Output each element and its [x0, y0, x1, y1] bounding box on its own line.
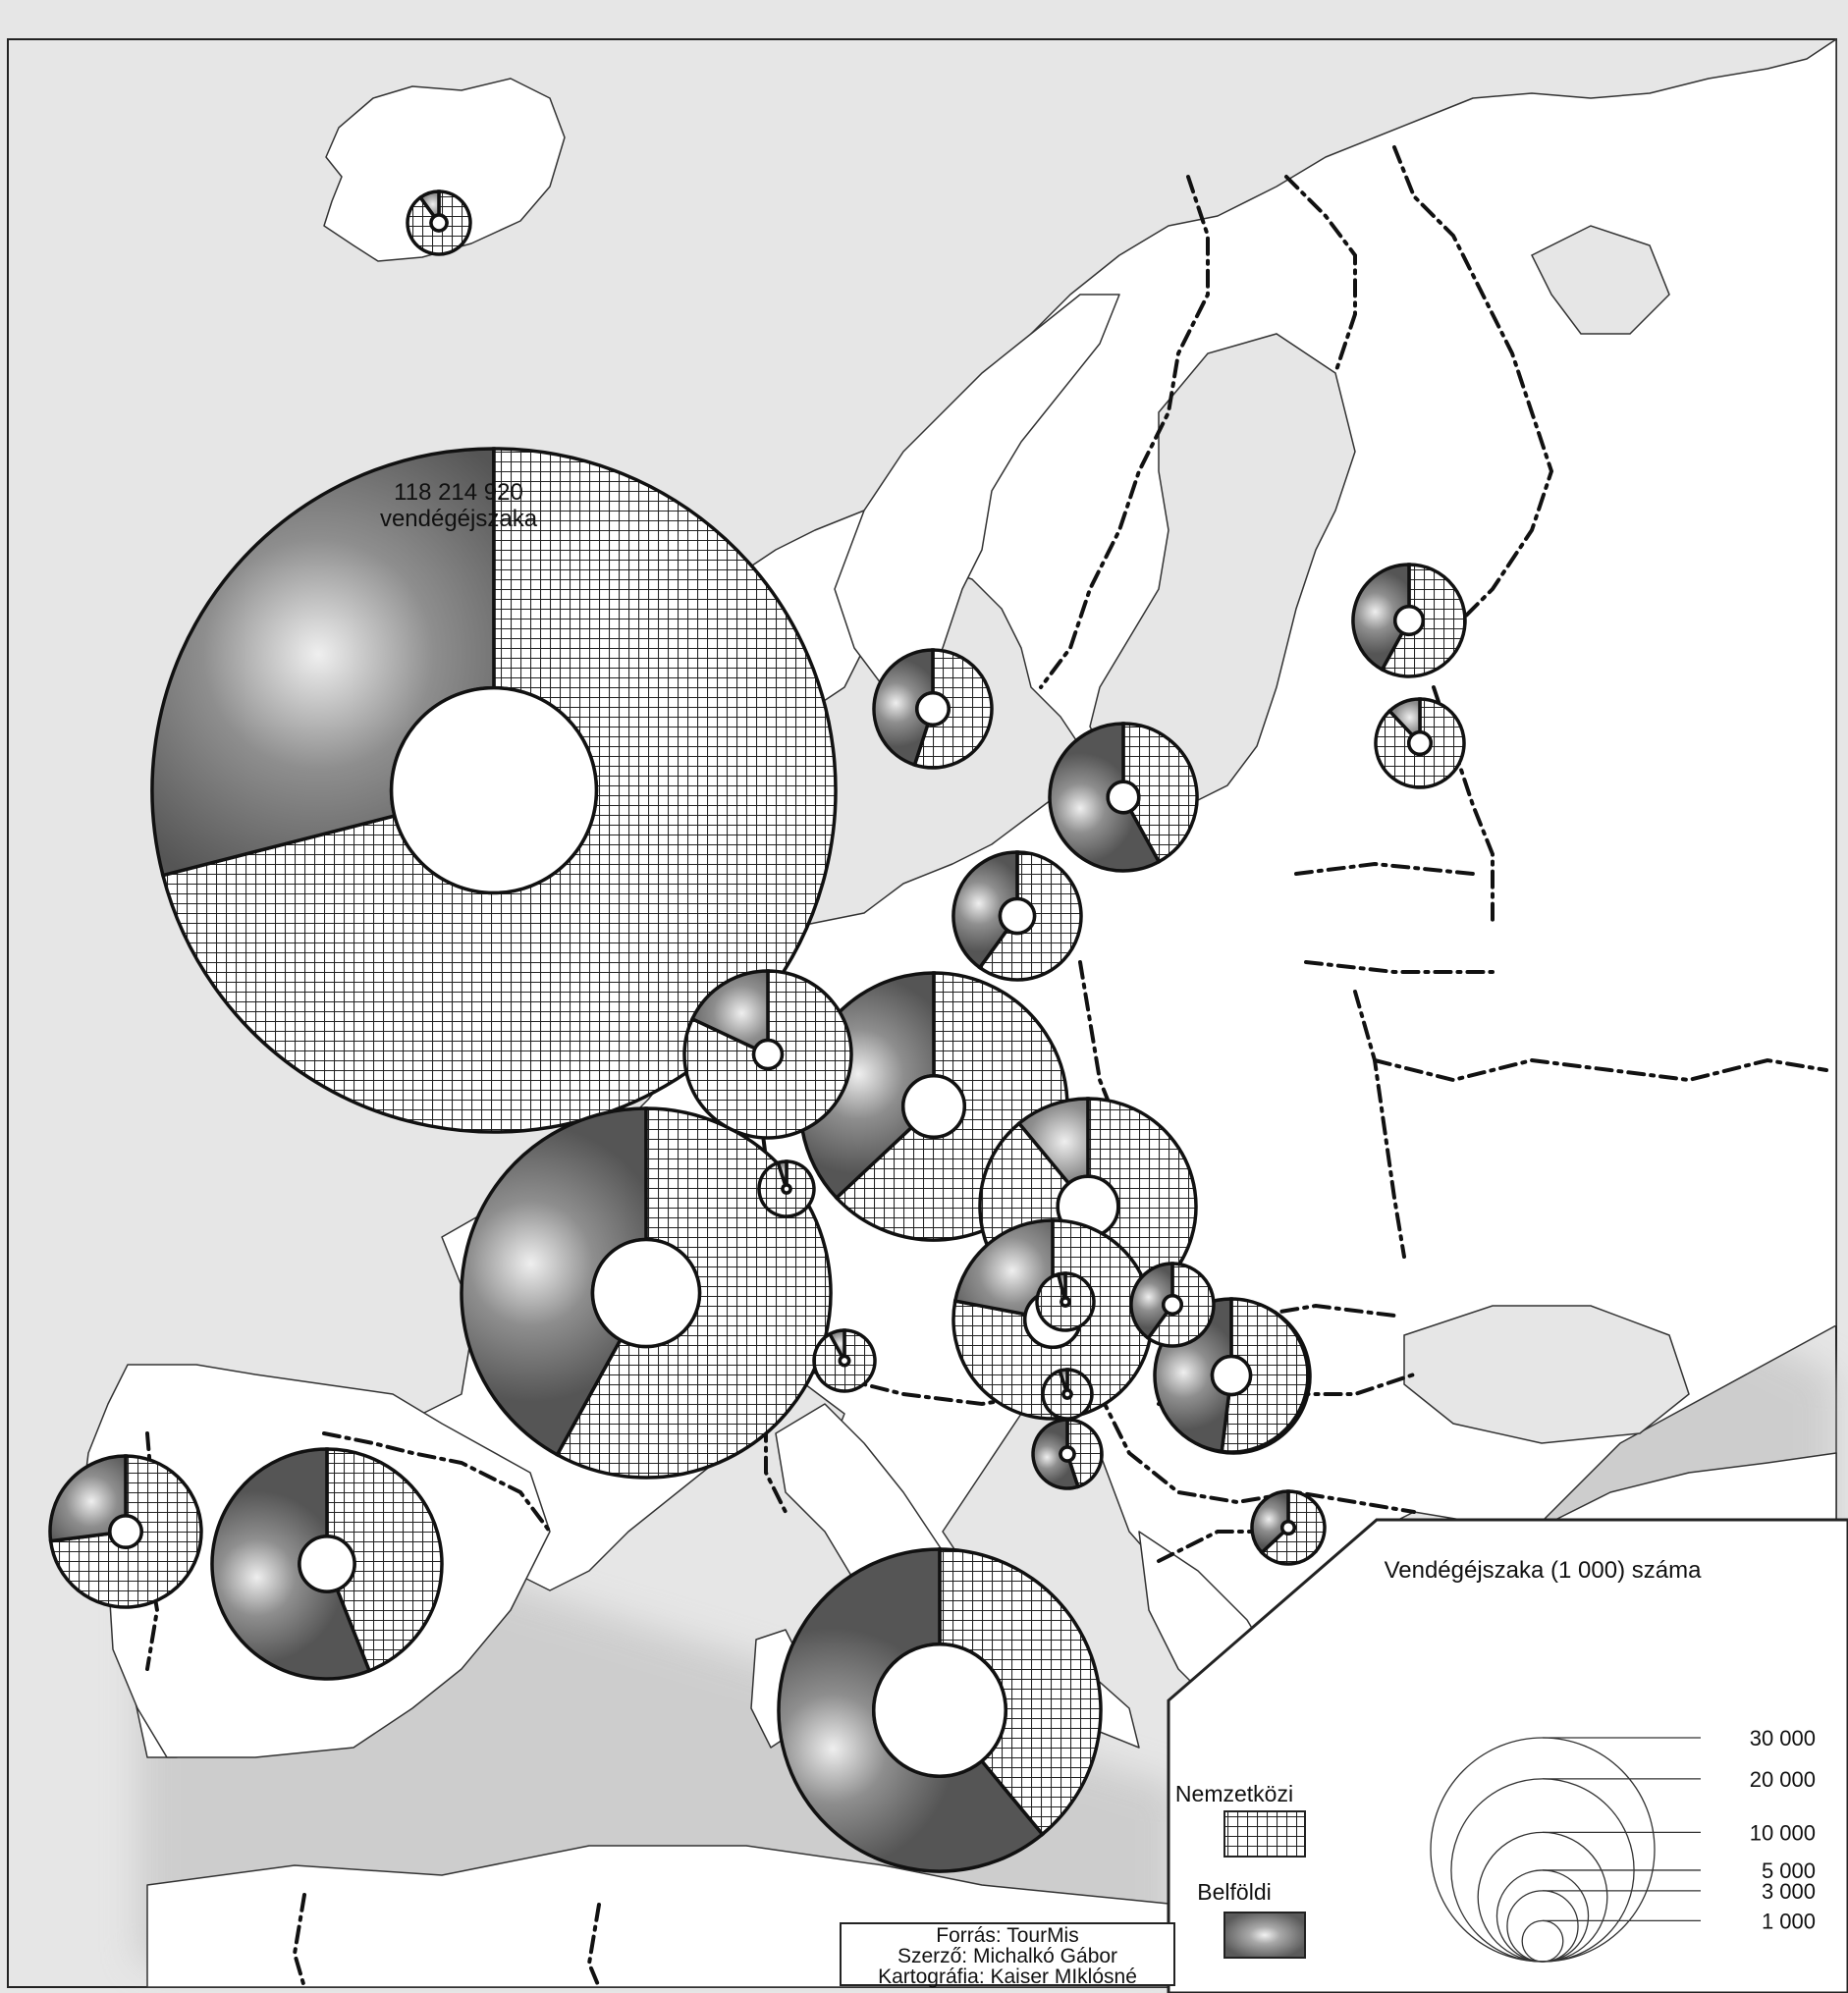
symbol-bulgaria [1252, 1491, 1325, 1564]
symbol-netherlands [684, 971, 851, 1138]
symbol-finland-hole [1395, 607, 1424, 635]
legend-domestic-swatch [1224, 1912, 1305, 1958]
symbol-slovenia-hole [840, 1356, 848, 1365]
symbol-denmark-hole [1000, 898, 1034, 933]
legend-scale-label: 1 000 [1761, 1909, 1816, 1934]
symbol-sweden-hole [1108, 781, 1139, 813]
legend-scale-label: 3 000 [1761, 1878, 1816, 1904]
credit-author: Szerző: Michalkó Gábor [897, 1945, 1118, 1967]
legend-title: Vendégéjszaka (1 000) száma [1384, 1557, 1702, 1584]
symbol-germany-hole [903, 1076, 965, 1138]
legend-scale-label: 20 000 [1749, 1766, 1816, 1792]
symbol-netherlands-hole [754, 1041, 783, 1069]
symbol-italy-hole [874, 1644, 1006, 1776]
legend-scale-label: 30 000 [1749, 1726, 1816, 1751]
symbol-hungary-hole [1213, 1357, 1251, 1395]
symbol-spain-hole [299, 1536, 354, 1591]
symbol-estonia-hole [1409, 732, 1432, 755]
symbol-luxembourg [1037, 1273, 1094, 1330]
symbol-belgium-hole [783, 1185, 790, 1193]
credits-box [840, 1922, 1175, 1986]
legend-domestic-label: Belföldi [1197, 1879, 1272, 1905]
symbol-serbia [1033, 1420, 1102, 1488]
symbol-portugal [50, 1456, 201, 1607]
credit-cartography: Kartográfia: Kaiser MIklósné [878, 1966, 1137, 1988]
symbol-france-hole [592, 1239, 699, 1346]
symbol-luxembourg-hole [1061, 1298, 1069, 1306]
symbol-spain [212, 1449, 442, 1679]
symbol-slovenia [814, 1330, 875, 1391]
symbol-croatia [1043, 1370, 1092, 1419]
symbol-switzerland [1131, 1264, 1214, 1346]
symbol-estonia [1376, 699, 1464, 787]
legend-international-swatch [1224, 1811, 1305, 1857]
symbol-portugal-hole [110, 1516, 141, 1547]
symbol-sweden [1050, 724, 1197, 871]
symbol-norway-hole [917, 693, 949, 725]
legend-international-label: Nemzetközi [1174, 1781, 1294, 1806]
legend-scale-label: 5 000 [1761, 1858, 1816, 1883]
symbol-croatia-hole [1063, 1390, 1071, 1398]
symbol-belgium [759, 1161, 814, 1216]
symbol-uk-hole [392, 688, 597, 893]
symbol-iceland [408, 191, 470, 254]
symbol-bulgaria-hole [1282, 1522, 1295, 1535]
symbol-norway [874, 650, 992, 768]
symbol-denmark [953, 852, 1081, 980]
symbol-italy [779, 1549, 1101, 1871]
symbol-finland [1353, 565, 1465, 676]
symbol-serbia-hole [1060, 1447, 1074, 1461]
symbol-switzerland-hole [1164, 1296, 1181, 1314]
symbol-iceland-hole [431, 215, 447, 231]
headline-unit: vendégéjszaka [379, 506, 538, 532]
headline-value: 118 214 920 [394, 479, 523, 506]
legend-scale-label: 10 000 [1749, 1820, 1816, 1846]
credit-source: Forrás: TourMis [936, 1924, 1079, 1947]
